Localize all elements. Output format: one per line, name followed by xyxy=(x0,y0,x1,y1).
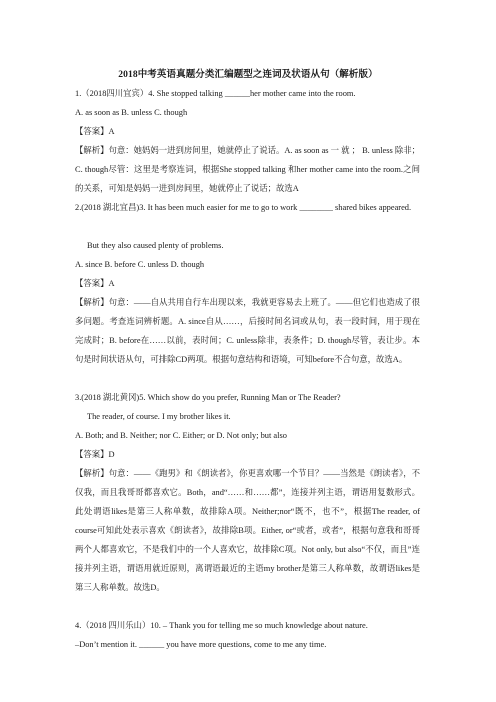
q2-answer: 【答案】A xyxy=(75,279,115,288)
q2-stem-cont: But they also caused plenty of problems. xyxy=(87,241,224,250)
q4-stem: 4.（2018 四川乐山）10. – Thank you for telling me so much knowledge about nature. xyxy=(75,621,368,630)
q1-stem: 1.（2018四川宜宾）4. She stopped talking ______her mother came into the room. xyxy=(75,89,356,98)
q1-analysis: 【解析】句意：她妈妈一进到房间里，她就停止了说话。A. as soon as 一 就 ； B. unless 除非； C. though尽管：这里是考察连词，根据She stopped talking 和her mother came into the room.之间的关系，可知是妈妈一进到房间里，她就停止了说话；故选A xyxy=(75,146,421,193)
page-title: 2018中考英语真题分类汇编题型之连词及状语从句（解析版） xyxy=(118,70,378,80)
q3-stem-cont: The reader, of course. I my brother likes it. xyxy=(87,412,231,421)
q2-stem: 2.(2018 湖北宜昌)3. It has been much easier for me to go to work ________ shared bikes appeared. xyxy=(75,203,412,212)
q3-stem: 3.(2018 湖北黄冈)5. Which show do you prefer, Running Man or The Reader? xyxy=(75,393,341,402)
q4-stem-cont: –Don’t mention it. ______ you have more questions, come to me any time. xyxy=(75,640,327,649)
q3-options: A. Both; and B. Neither; nor C. Either; or D. Not only; but also xyxy=(75,431,287,440)
q3-analysis: 【解析】句意：——《跑男》和《朗读者》，你更喜欢哪一个节目？——当然是《朗读者》，不仅我，而且我哥哥都喜欢它。Both，and“……和……都”，连接并列主语，谓语用复数形式。此处谓语likes是第三人称单数，故排除A项。Neither;nor“既不，也不”，根据The reader, of course可知此处表示喜欢《朗读者》，故排除B项。Either, or“或者，或者”，根据句意我和哥哥两个人都喜欢它，不是我们中的一个人喜欢它，故排除C项。Not only, but also“不仅，而且”连接并列主语，谓语用就近原则，离谓语最近的主语my brother是第三人称单数，故谓语likes是第三人称单数。故选D。 xyxy=(75,469,420,592)
q1-options: A. as soon as B. unless C. though xyxy=(75,108,188,117)
q3-answer: 【答案】D xyxy=(75,450,115,459)
q2-analysis: 【解析】句意：——自从共用自行车出现以来，我就更容易去上班了。——但它们也造成了很多问题。考查连词辨析题。A. since自从……，后接时间名词或从句，表一段时间，用于现在完成时；B. before在……以前，表时间；C. unless除非，表条件；D. though尽管，表让步。本句是时间状语从句，可排除CD两项。根据句意结构和语境，可知before不合句意，故选A。 xyxy=(75,298,420,364)
q2-options: A. since B. before C. unless D. though xyxy=(75,260,205,269)
q1-answer: 【答案】A xyxy=(75,127,115,136)
